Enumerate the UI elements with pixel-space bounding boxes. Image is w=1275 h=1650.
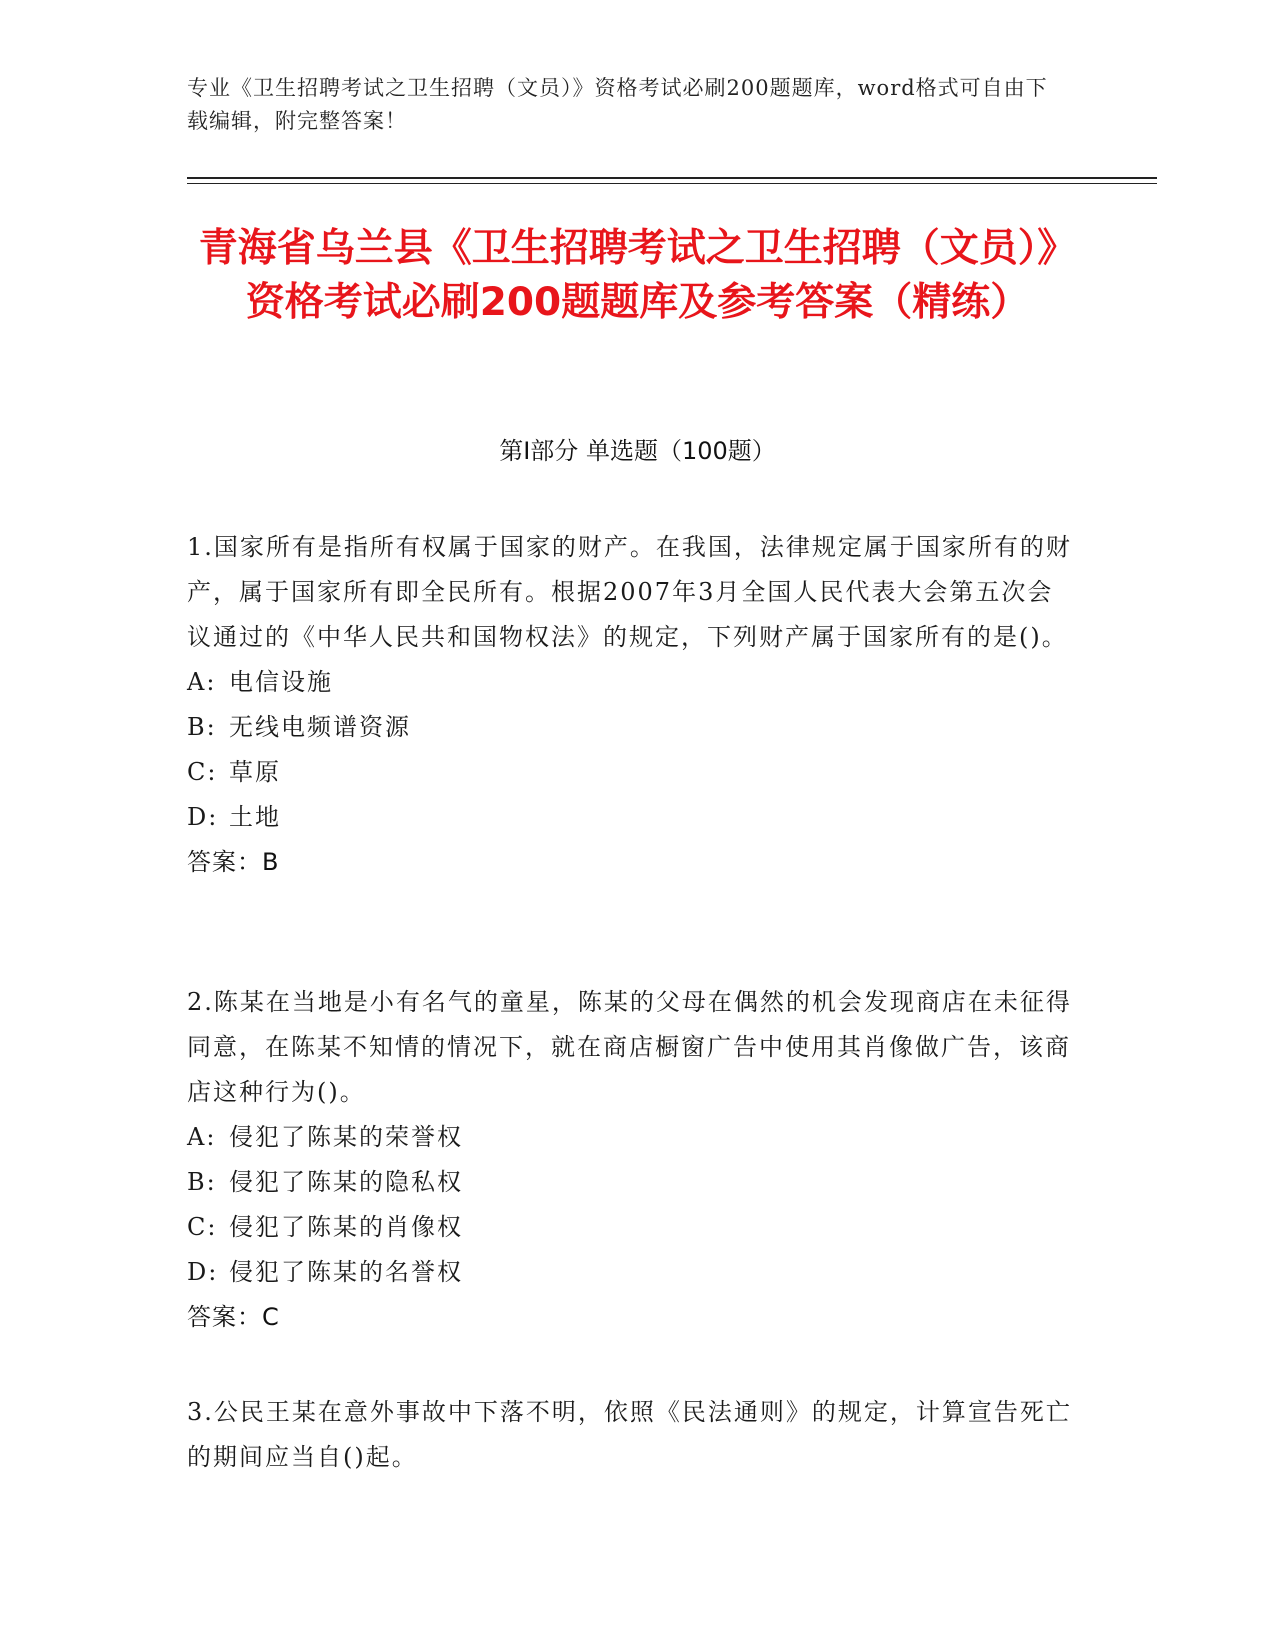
option-text: 侵犯了陈某的名誉权 bbox=[229, 1258, 463, 1286]
header-rule bbox=[187, 177, 1157, 179]
question-3 bbox=[187, 1390, 1072, 1480]
option-letter: D: bbox=[187, 1258, 219, 1286]
answer-value: C bbox=[262, 1303, 280, 1331]
option-c bbox=[187, 1205, 1072, 1250]
answer-value: B bbox=[262, 848, 280, 876]
section-heading: 第I部分 单选题（100题） bbox=[499, 437, 776, 465]
option-letter: C: bbox=[187, 758, 218, 786]
option-letter: C: bbox=[187, 1213, 218, 1241]
option-text: 侵犯了陈某的荣誉权 bbox=[229, 1123, 463, 1151]
answer-line bbox=[187, 1295, 1072, 1340]
option-d bbox=[187, 1250, 1072, 1295]
option-text: 侵犯了陈某的隐私权 bbox=[229, 1168, 463, 1196]
option-a bbox=[187, 1115, 1072, 1160]
question-2 bbox=[187, 980, 1072, 1340]
option-text: 草原 bbox=[229, 758, 281, 786]
option-b bbox=[187, 705, 1072, 750]
header-note: 专业《卫生招聘考试之卫生招聘（文员）》资格考试必刷200题题库，word格式可自由下载编辑，附完整答案！ bbox=[187, 76, 1048, 133]
question-text: 2.陈某在当地是小有名气的童星，陈某的父母在偶然的机会发现商店在未征得同意，在陈某不知情的情况下，就在商店橱窗广告中使用其肖像做广告，该商店这种行为()。 bbox=[187, 988, 1072, 1106]
option-c bbox=[187, 750, 1072, 795]
option-letter: A: bbox=[187, 1123, 217, 1151]
option-letter: B: bbox=[187, 713, 217, 741]
option-text: 电信设施 bbox=[229, 668, 333, 696]
option-b bbox=[187, 1160, 1072, 1205]
option-text: 侵犯了陈某的肖像权 bbox=[229, 1213, 463, 1241]
option-a bbox=[187, 660, 1072, 705]
option-letter: D: bbox=[187, 803, 219, 831]
document-title: 青海省乌兰县《卫生招聘考试之卫生招聘（文员）》资格考试必刷200题题库及参考答案（精练） bbox=[198, 226, 1077, 325]
option-letter: B: bbox=[187, 1168, 217, 1196]
question-text: 3.公民王某在意外事故中下落不明，依照《民法通则》的规定，计算宣告死亡的期间应当自()起。 bbox=[187, 1398, 1072, 1471]
answer-prefix: 答案： bbox=[187, 1303, 262, 1331]
question-1 bbox=[187, 525, 1072, 885]
answer-prefix: 答案： bbox=[187, 848, 262, 876]
option-text: 土地 bbox=[229, 803, 281, 831]
question-text: 1.国家所有是指所有权属于国家的财产。在我国，法律规定属于国家所有的财产，属于国家所有即全民所有。根据2007年3月全国人民代表大会第五次会议通过的《中华人民共和国物权法》的规定，下列财产属于国家所有的是()。 bbox=[187, 533, 1072, 651]
option-letter: A: bbox=[187, 668, 217, 696]
option-d bbox=[187, 795, 1072, 840]
header-rule-thin bbox=[187, 183, 1157, 184]
answer-line bbox=[187, 840, 1072, 885]
option-text: 无线电频谱资源 bbox=[229, 713, 411, 741]
